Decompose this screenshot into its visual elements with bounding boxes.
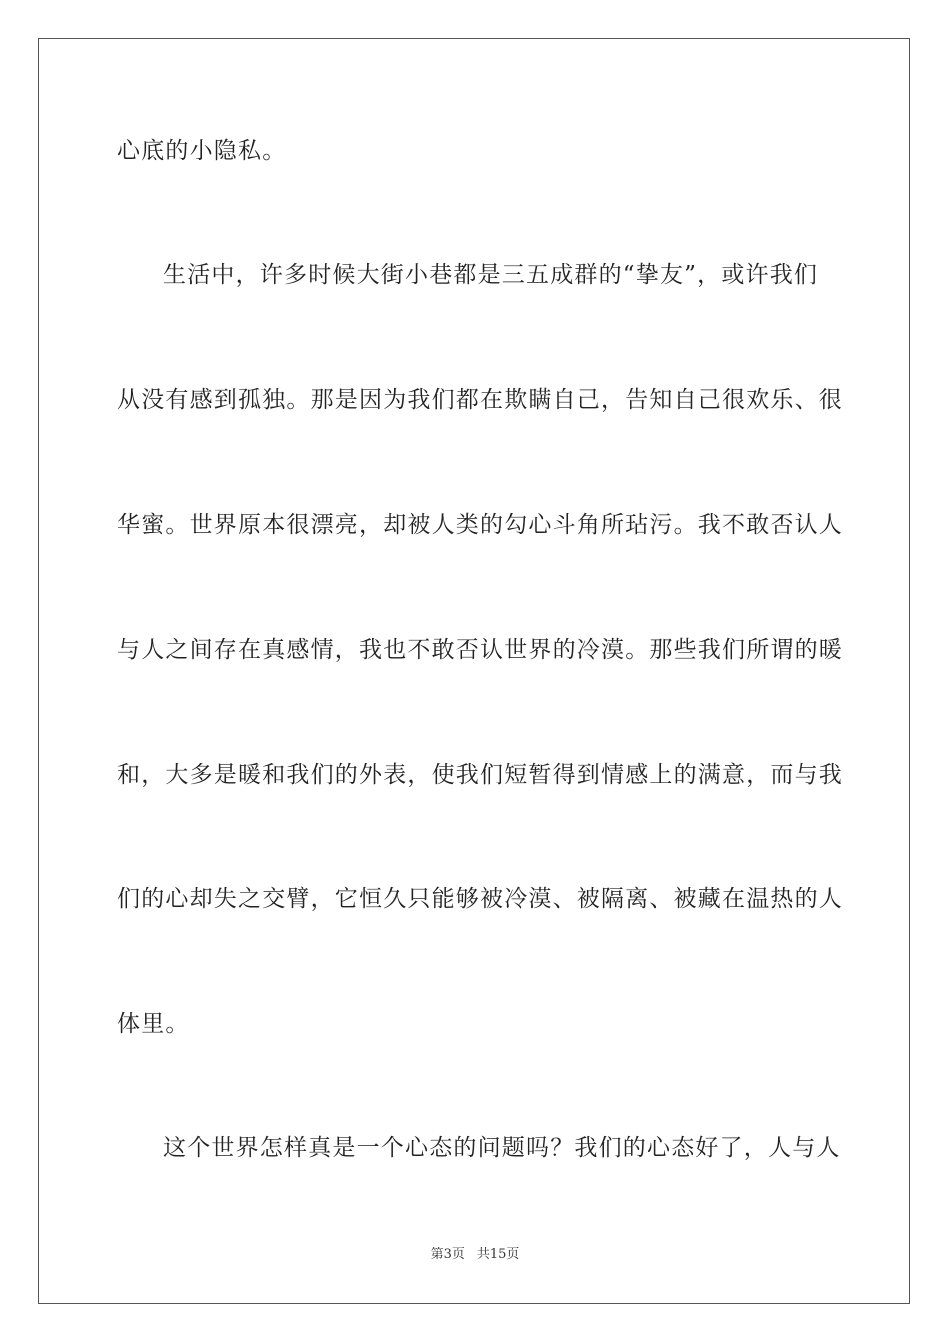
page-footer [0,1246,950,1264]
text-line: 心底的小隐私。 [117,138,287,164]
page-number: 第3页 [430,1247,465,1262]
paragraph-start-line: 生活中，许多时候大街小巷都是三五成群的“挚友”，或许我们 [163,262,819,288]
page-total: 共15页 [476,1247,520,1262]
text-line: 华蜜。世界原本很漂亮，却被人类的勾心斗角所玷污。我不敢否认人 [117,512,843,538]
text-line: 与人之间存在真感情，我也不敢否认世界的冷漠。那些我们所谓的暖 [117,637,843,663]
text-line: 从没有感到孤独。那是因为我们都在欺瞒自己，告知自己很欢乐、很 [117,387,843,413]
paragraph-start-line: 这个世界怎样真是一个心态的问题吗？我们的心态好了，人与人 [163,1135,841,1161]
text-line: 体里。 [117,1011,190,1037]
page-border [38,38,910,1304]
text-line: 和，大多是暖和我们的外表，使我们短暂得到情感上的满意，而与我 [117,762,843,788]
text-line: 们的心却失之交臂，它恒久只能够被冷漠、被隔离、被藏在温热的人 [117,886,843,912]
